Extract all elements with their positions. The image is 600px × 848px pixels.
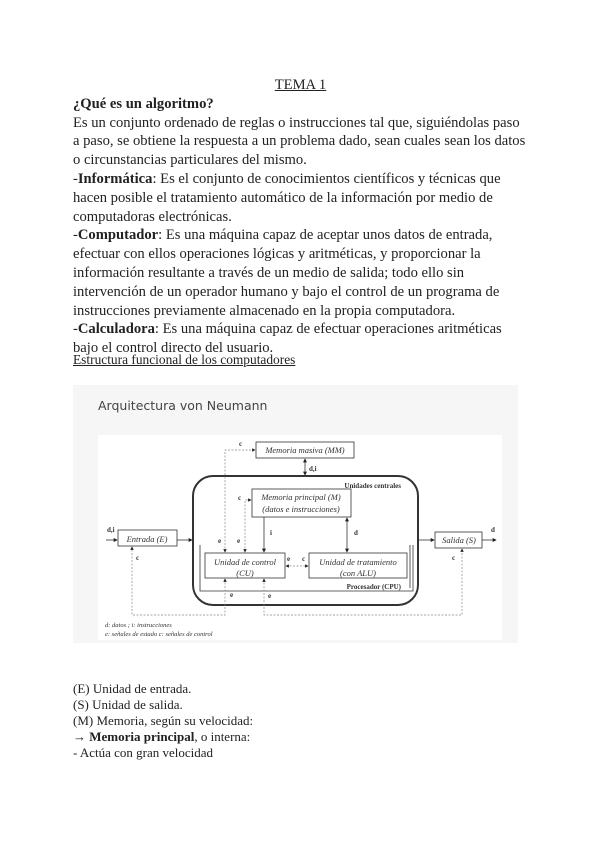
list-item-text: , o interna:	[194, 729, 251, 744]
signal-label: d,i	[309, 465, 317, 473]
section-heading: ¿Qué es un algoritmo?	[73, 95, 214, 112]
mass-memory-label: Memoria masiva (MM)	[265, 445, 345, 455]
definition-text: : Es el conjunto de conocimientos científicos y técnicas que hacen posible el tratamiento automático de la información por medio de computadoras electrónicas.	[73, 170, 501, 225]
term: Informática	[77, 170, 153, 187]
processing-unit-sublabel: (con ALU)	[340, 568, 376, 578]
signal-label: c	[238, 494, 242, 502]
main-memory-sublabel: (datos e instrucciones)	[262, 504, 340, 514]
output-label: Salida (S)	[442, 535, 476, 545]
term: Computador	[77, 227, 159, 244]
main-memory-label: Memoria principal (M)	[261, 492, 341, 502]
signal-label: c	[239, 440, 243, 448]
signal-label: d,i	[107, 526, 115, 534]
signal-label: i	[270, 529, 272, 537]
signal-label: e	[237, 537, 241, 545]
signal-label: c	[452, 554, 456, 562]
list-item: (M) Memoria, según su velocidad:	[73, 713, 254, 728]
signal-label: c	[136, 554, 140, 562]
signal-label: d	[491, 526, 495, 534]
signal-label: e	[287, 555, 291, 563]
definition-informatica	[73, 170, 528, 226]
document-title: TEMA 1	[274, 77, 327, 93]
signal-label: e	[268, 592, 272, 600]
control-unit-label: Unidad de control	[213, 557, 277, 567]
term: Calculadora	[77, 321, 155, 338]
signal-label: e	[218, 537, 222, 545]
dash: -	[73, 227, 78, 244]
list-item: (E) Unidad de entrada.	[73, 681, 192, 696]
list-item	[73, 729, 253, 745]
processing-unit-label: Unidad de tratamiento	[319, 557, 397, 567]
term: Memoria principal	[89, 729, 195, 744]
von-neumann-diagram	[80, 380, 520, 650]
legend-line: e: señales de estado c: señales de control	[105, 631, 213, 638]
control-unit-sublabel: (CU)	[236, 568, 254, 578]
intro-paragraph: Es un conjunto ordenado de reglas o instrucciones tal que, siguiéndolas paso a paso, se obtiene la respuesta a un problema dado, sean cuales sean los datos o circunstancias particulares del mismo.	[73, 114, 526, 169]
signal-label: d	[354, 529, 358, 537]
input-label: Entrada (E)	[126, 534, 168, 544]
definition-text: : Es una máquina capaz de efectuar operaciones aritméticas bajo el control directo del usuario.	[73, 321, 502, 357]
definition-text: : Es una máquina capaz de aceptar unos datos de entrada, efectuar con ellos operaciones lógicas y aritméticas, y proporcionar la información resultante a través de un medio de salida; todo ello sin intervención de un operador humano y bajo el control de un programa de instrucciones previamente almacenado en la propia computadora.	[73, 227, 500, 319]
legend-line: d: datos ; i: instrucciones	[105, 622, 172, 629]
document-body	[73, 76, 528, 358]
signal-label: c	[302, 555, 306, 563]
subheading: Estructura funcional de los computadores	[73, 352, 296, 367]
dash: -	[73, 170, 78, 187]
list-item: (S) Unidad de salida.	[73, 697, 183, 712]
definition-computador	[73, 226, 528, 320]
unit-list	[73, 681, 253, 761]
central-units-label: Unidades centrales	[344, 482, 401, 490]
cpu-label: Procesador (CPU)	[346, 583, 401, 591]
figure-title: Arquitectura von Neumann	[98, 398, 268, 413]
list-item: - Actúa con gran velocidad	[73, 745, 214, 760]
signal-label: e	[230, 591, 234, 599]
arrow-icon: →	[73, 729, 90, 744]
dash: -	[73, 321, 78, 338]
